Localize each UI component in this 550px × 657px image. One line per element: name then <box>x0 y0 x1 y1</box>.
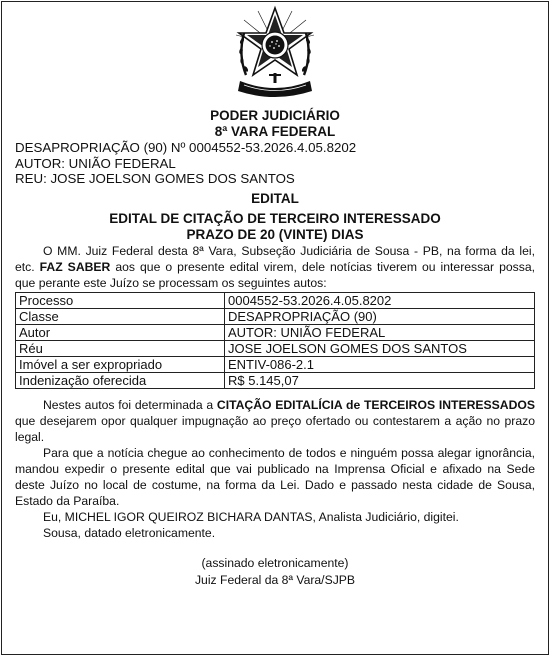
table-row <box>16 308 535 324</box>
citation-text-2: que desejarem opor qualquer impugnação ao preço ofertado ou contestarem a ação no prazo legal. <box>15 413 535 444</box>
subtitle-line-1: EDITAL DE CITAÇÃO DE TERCEIRO INTERESSADO <box>109 210 441 226</box>
table-label: Imóvel a ser expropriado <box>16 356 225 372</box>
table-row <box>16 324 535 340</box>
table-value: DESAPROPRIAÇÃO (90) <box>225 308 535 324</box>
signature-note: (assinado eletronicamente) <box>201 555 349 570</box>
table-row <box>16 340 535 356</box>
intro-text-1: O MM. Juiz Federal desta 8ª Vara, Subseção Judiciária de Sousa - PB, na forma da lei, etc. <box>15 243 535 274</box>
document-title: EDITAL <box>251 190 299 206</box>
table-value: ENTIV-086-2.1 <box>225 356 535 372</box>
intro-bold: FAZ SABER <box>39 259 111 274</box>
table-label: Réu <box>16 340 225 356</box>
table-row <box>16 356 535 372</box>
case-line: DESAPROPRIAÇÃO (90) Nº 0004552-53.2026.4.05.8202 <box>15 140 357 155</box>
citation-bold: CITAÇÃO EDITALÍCIA de TERCEIROS INTERESSADOS <box>216 397 535 412</box>
subtitle-line-2: PRAZO DE 20 (VINTE) DIAS <box>186 226 364 242</box>
document-subtitle <box>15 211 535 243</box>
coat-of-arms-icon <box>232 5 318 102</box>
table-value: AUTOR: UNIÃO FEDERAL <box>225 324 535 340</box>
table-label: Indenização oferecida <box>16 372 225 388</box>
citation-paragraph <box>15 397 535 445</box>
author-line: AUTOR: UNIÃO FEDERAL <box>15 155 176 171</box>
citation-text-1: Nestes autos foi determinada a <box>43 397 217 412</box>
table-value: R$ 5.145,07 <box>225 372 535 388</box>
case-info-table <box>15 292 535 389</box>
edital-page <box>1 1 549 655</box>
defendant-line: REU: JOSE JOELSON GOMES DOS SANTOS <box>15 171 295 186</box>
table-row <box>16 372 535 388</box>
table-label: Autor <box>16 324 225 340</box>
org-name: PODER JUDICIÁRIO <box>210 108 340 123</box>
clerk-paragraph: Eu, MICHEL IGOR QUEIROZ BICHARA DANTAS, Analista Judiciário, digitei. <box>43 509 459 524</box>
table-value: JOSE JOELSON GOMES DOS SANTOS <box>225 340 535 356</box>
date-paragraph: Sousa, datado eletronicamente. <box>43 525 216 540</box>
table-value: 0004552-53.2026.4.05.8202 <box>225 292 535 308</box>
intro-text-2: aos que o presente edital virem, dele notícias tiverem ou interessar possa, que perante este Juízo se processam os seguintes autos: <box>15 259 535 290</box>
table-label: Processo <box>16 292 225 308</box>
intro-paragraph <box>15 243 535 291</box>
publication-paragraph: Para que a notícia chegue ao conhecimento de todos e ninguém possa alegar ignorância, mandou expedir o presente edital que vai publicado na Imprensa Oficial e afixado na Sede deste Juízo no local de costume, na forma da Lei. Dado e passado nesta cidade de Sousa, Estado da Paraíba. <box>15 445 535 508</box>
table-row <box>16 292 535 308</box>
table-label: Classe <box>16 308 225 324</box>
court-name: 8ª VARA FEDERAL <box>214 124 336 139</box>
signature-title: Juiz Federal da 8ª Vara/SJPB <box>194 572 356 587</box>
